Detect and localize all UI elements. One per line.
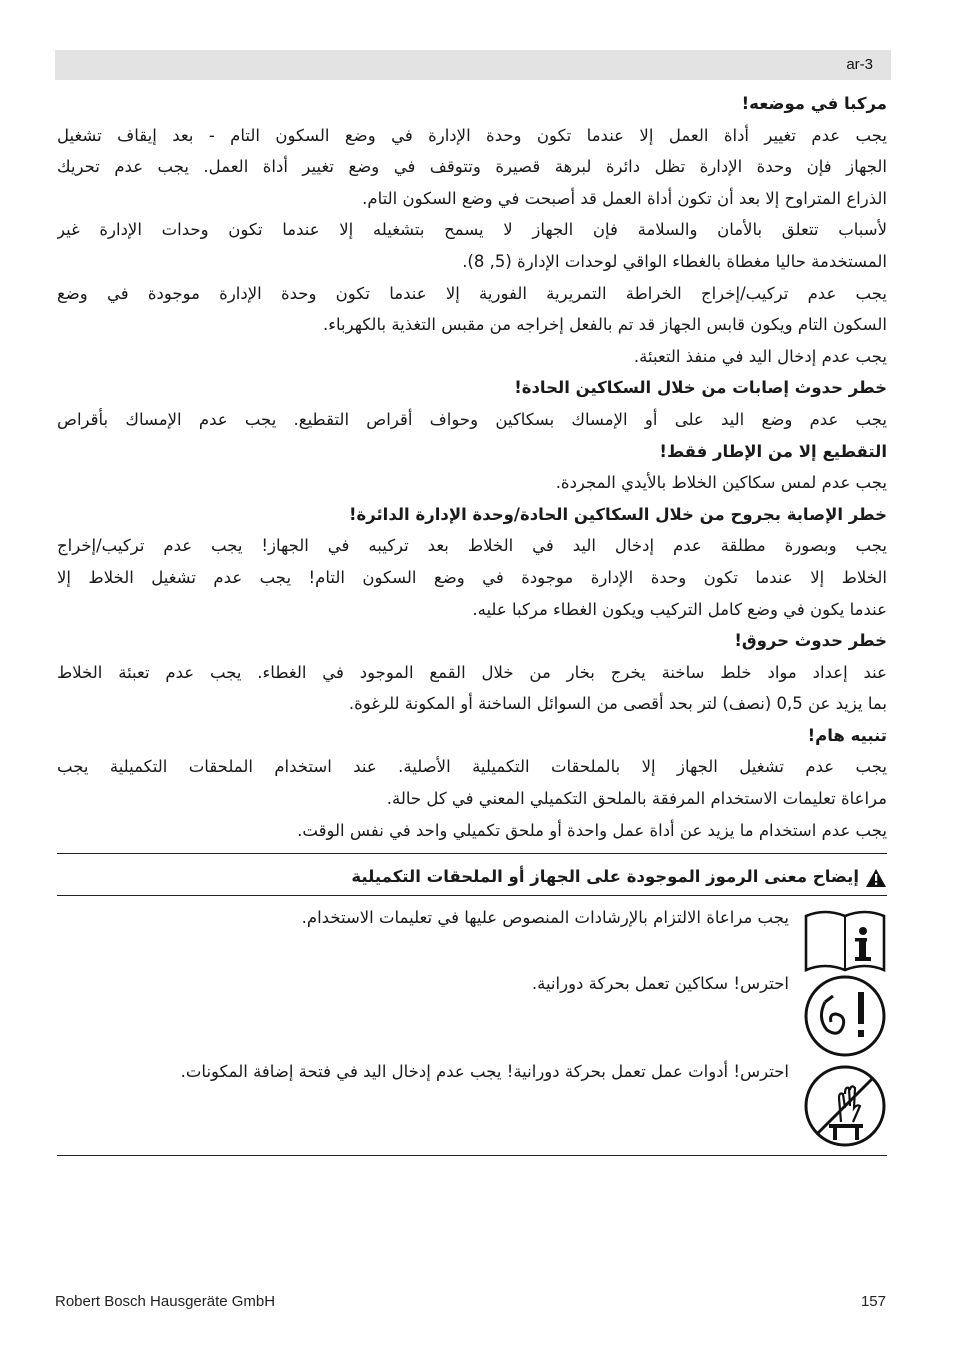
warning-triangle-icon (865, 868, 887, 888)
text-line: يجب عدم تغيير أداة العمل إلا عندما تكون وحدة الإدارة في وضع السكون التام - بعد إيقاف تشغيل (57, 125, 887, 145)
warning-heading: خطر الإصابة بجروح من خلال السكاكين الحادة/وحدة الإدارة الدائرة! (348, 504, 887, 524)
page-code: ar-3 (846, 56, 873, 73)
safety-text-body (57, 88, 887, 846)
text-line: مركبا في موضعه! (741, 94, 887, 113)
text-line: مراعاة تعليمات الاستخدام المرفقة بالملحق التكميلي المعني في كل حالة. (386, 789, 887, 809)
text-line: الذراع المتراوح إلا بعد أن تكون أداة العمل قد أصبحت في وضع السكون التام. (362, 188, 887, 208)
footer-page-number: 157 (860, 1293, 886, 1310)
symbol-row (57, 902, 887, 972)
text-line: عندما يكون في وضع كامل التركيب ويكون الغطاء مركبا عليه. (472, 599, 887, 619)
text-line: يجب عدم استخدام ما يزيد عن أداة عمل واحدة أو ملحق تكميلي واحد في نفس الوقت. (297, 820, 887, 840)
text-line: السكون التام ويكون قابس الجهاز قد تم بالفعل إخراجه من مقبس التغذية بالكهرباء. (322, 315, 887, 335)
symbol-description: احترس! سكاكين تعمل بحركة دورانية. (531, 974, 789, 993)
text-line: لأسباب تتعلق بالأمان والسلامة فإن الجهاز لا يسمح بتشغيله إلا عندما تكون وحدات الإدارة غير (57, 220, 887, 240)
text-line: يجب عدم تشغيل الجهاز إلا بالملحقات التكميلية الأصلية. عند استخدام الملحقات التكميلية يجب (57, 757, 887, 777)
symbols-section-title-text: إيضاح معنى الرموز الموجودة على الجهاز أو الملحقات التكميلية (351, 867, 859, 886)
rotating-blade-warning-icon (803, 974, 887, 1058)
section-divider-top (57, 853, 887, 854)
symbol-row (57, 964, 887, 1056)
footer-company: Robert Bosch Hausgeräte GmbH (55, 1293, 276, 1310)
text-line: يجب وبصورة مطلقة عدم إدخال اليد في الخلاط بعد تركيبه في الجهاز! يجب عدم تركيب/إخراج (57, 536, 887, 556)
text-line: الجهاز فإن وحدة الإدارة تظل دائرة لبرهة قصيرة وتتوقف في وضع تغيير أداة العمل. يجب عدم تحريك (57, 157, 887, 177)
warning-heading: تنبيه هام! (807, 725, 887, 745)
symbols-section-title (57, 860, 887, 894)
warning-heading: خطر حدوث إصابات من خلال السكاكين الحادة! (514, 378, 887, 398)
text-line: الخلاط إلا عندما تكون وحدة الإدارة موجودة في وضع السكون التام! يجب عدم تشغيل الخلاط إلا (57, 567, 887, 587)
text-line: يجب عدم وضع اليد على أو الإمساك بسكاكين وحواف أقراص التقطيع. يجب عدم الإمساك بأقراص (57, 409, 887, 429)
symbol-row (57, 1056, 887, 1152)
text-line: يجب عدم لمس سكاكين الخلاط بالأيدي المجردة. (555, 473, 887, 493)
text-line: يجب عدم تركيب/إخراج الخراطة التمريرية الفورية إلا عندما تكون وحدة الإدارة موجودة في وضع (57, 283, 887, 303)
text-line: المستخدمة حاليا مغطاة بالغطاء الواقي لوحدات الإدارة (5, 8). (462, 251, 887, 271)
symbol-description: يجب مراعاة الالتزام بالإرشادات المنصوص عليها في تعليمات الاستخدام. (301, 908, 789, 927)
symbol-description: احترس! أدوات عمل تعمل بحركة دورانية! يجب عدم إدخال اليد في فتحة إضافة المكونات. (180, 1062, 789, 1081)
no-hand-in-chute-icon (803, 1064, 887, 1148)
header-bar (55, 50, 891, 80)
text-line: التقطيع إلا من الإطار فقط! (659, 441, 887, 461)
section-divider-mid (57, 895, 887, 896)
warning-heading: خطر حدوث حروق! (734, 631, 887, 651)
text-line: بما يزيد عن 0,5 (نصف) لتر بحد أقصى من السوائل الساخنة أو المكونة للرغوة. (348, 694, 887, 714)
text-line: يجب عدم إدخال اليد في منفذ التعبئة. (633, 346, 887, 366)
text-line: عند إعداد مواد خلط ساخنة يخرج بخار من خلال القمع الموجود في الغطاء. يجب عدم تعبئة الخلاط (57, 662, 887, 682)
section-divider-bottom (57, 1155, 887, 1156)
